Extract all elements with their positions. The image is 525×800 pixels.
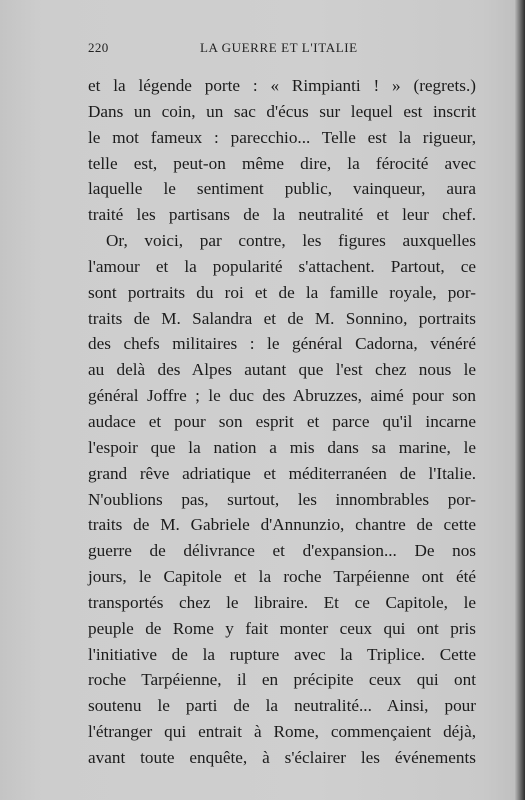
text-line: transportés chez le libraire. Et ce Capitole, le [88, 592, 476, 612]
page-number: 220 [88, 40, 109, 55]
text-line: général Joffre ; le duc des Abruzzes, aimé pour son [88, 386, 476, 406]
text-line: audace et pour son esprit et parce qu'il incarne [88, 411, 476, 431]
text-line: traits de M. Salandra et de M. Sonnino, portraits [88, 308, 476, 328]
text-line: le mot fameux : parecchio... Telle est la rigueur, [88, 127, 476, 147]
text-line: peuple de Rome y fait monter ceux qui ont pris [88, 618, 476, 638]
text-line: guerre de délivrance et d'expansion... De nos [88, 541, 476, 561]
text-line: telle est, peut-on même dire, la férocité avec [88, 153, 476, 173]
text-line: et la légende porte : « Rimpianti ! » (regrets.) [88, 76, 476, 95]
text-line: Dans un coin, un sac d'écus sur lequel est inscrit [88, 101, 476, 121]
text-line: traits de M. Gabriele d'Annunzio, chantre de cette [88, 515, 476, 535]
body-text [88, 73, 476, 771]
text-line: traité les partisans de la neutralité et leur chef. [88, 205, 476, 225]
page-header [88, 40, 476, 60]
text-line: au delà des Alpes autant que l'est chez nous le [88, 360, 476, 380]
text-line: l'espoir que la nation a mis dans sa marine, le [88, 437, 476, 457]
text-line: soutenu le parti de la neutralité... Ainsi, pour [88, 696, 476, 716]
text-line: Or, voici, par contre, les figures auxquelles [106, 231, 476, 251]
text-line: l'amour et la popularité s'attachent. Partout, ce [88, 256, 476, 276]
text-line: l'initiative de la rupture avec la Triplice. Cette [88, 644, 476, 664]
text-line: l'étranger qui entrait à Rome, commençaient déjà, [88, 722, 476, 742]
text-line: roche Tarpéienne, il en précipite ceux qui ont [88, 670, 476, 690]
running-title: LA GUERRE ET L'ITALIE [200, 40, 358, 55]
text-line: N'oublions pas, surtout, les innombrables por- [88, 489, 476, 509]
text-line: jours, le Capitole et la roche Tarpéienne ont été [88, 567, 476, 587]
text-line: avant toute enquête, à s'éclairer les événements [88, 747, 476, 767]
text-line: grand rêve adriatique et méditerranéen de l'Italie. [88, 463, 476, 483]
page-edge-shadow [515, 0, 525, 800]
text-line: des chefs militaires : le général Cadorna, vénéré [88, 334, 476, 354]
text-line: sont portraits du roi et de la famille royale, por- [88, 282, 476, 302]
text-line: laquelle le sentiment public, vainqueur, aura [88, 179, 476, 199]
